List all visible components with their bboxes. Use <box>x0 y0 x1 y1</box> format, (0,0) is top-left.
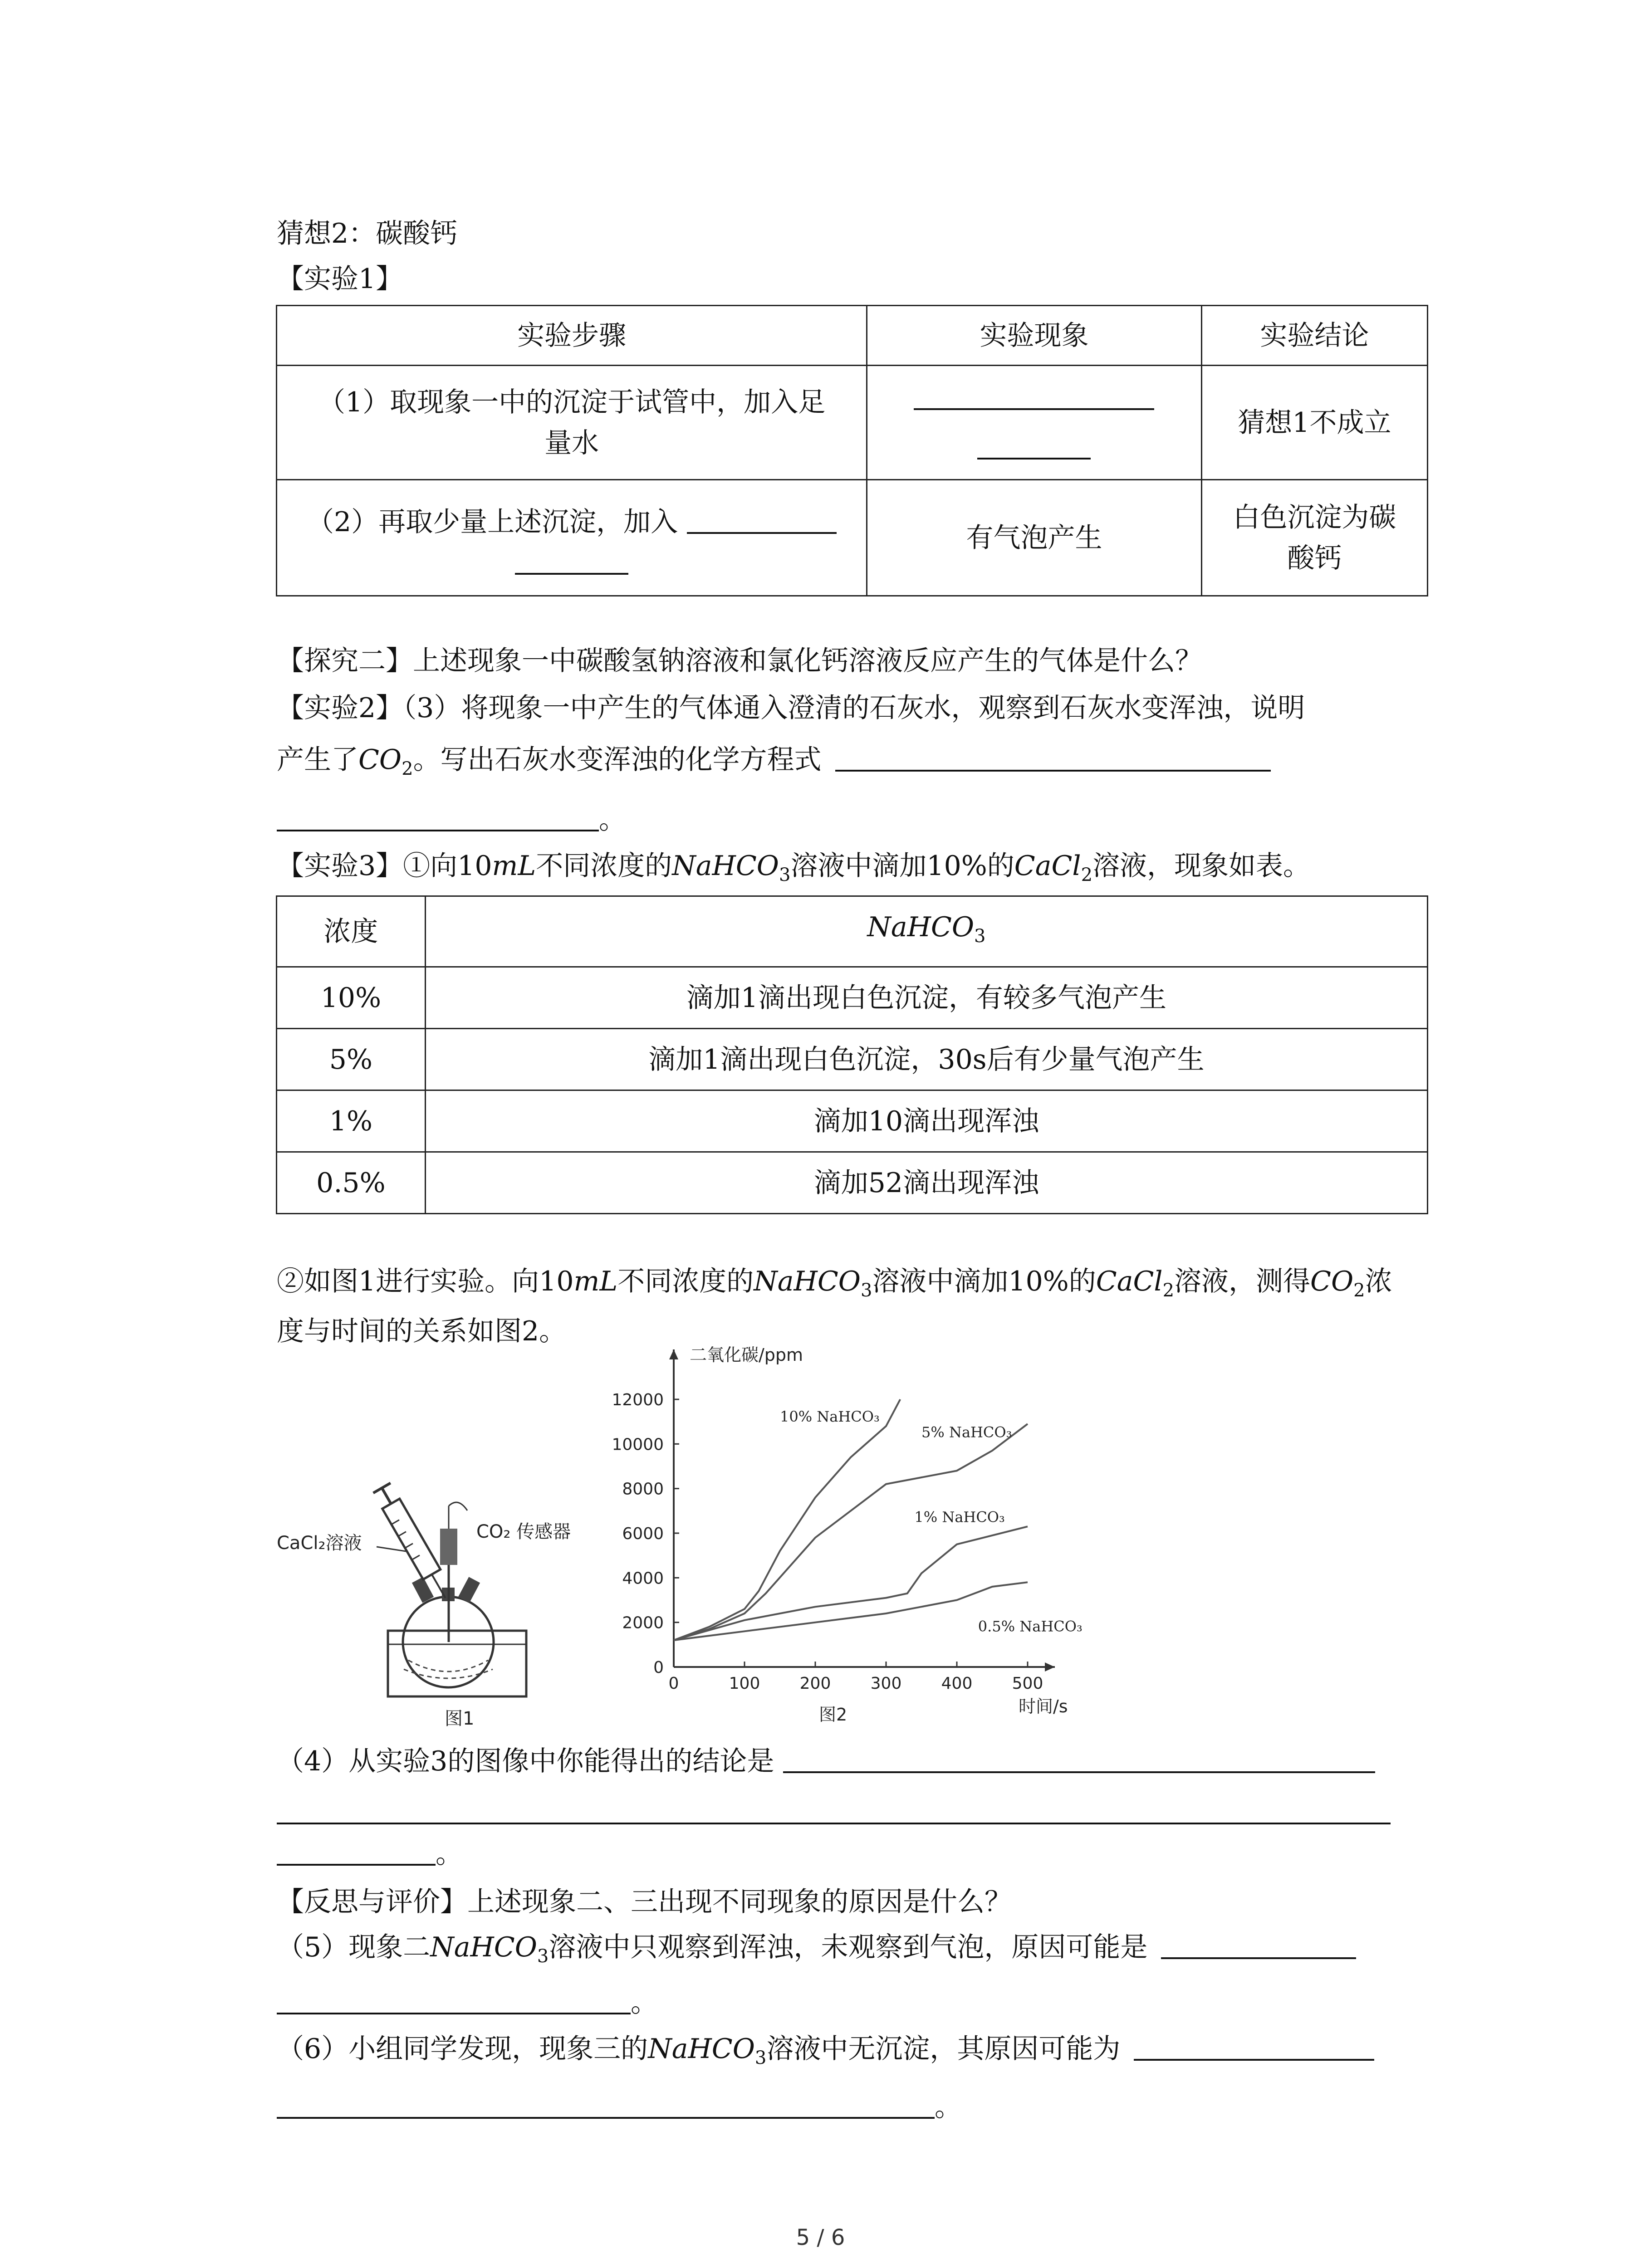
co2-sensor-label: CO₂ 传感器 <box>476 1521 571 1542</box>
experiment-1-table <box>276 305 1428 596</box>
figure-1-caption: 图1 <box>445 1708 475 1729</box>
table1-row2-step <box>277 480 867 596</box>
reflection-title: 【反思与评价】上述现象二、三出现不同现象的原因是什么？ <box>277 1886 1012 1918</box>
q4-answer-blank[interactable] <box>783 1744 1375 1773</box>
y-axis-arrow <box>669 1349 678 1359</box>
experiment-3-table <box>276 895 1428 1214</box>
figure-1-apparatus <box>272 1470 617 1733</box>
q6-answer-blank-2[interactable] <box>277 2090 935 2119</box>
experiment-2-line2: 产生了$CO_2$。写出石灰水变浑浊的化学方程式 <box>277 739 1271 789</box>
table2-conc: 0.5% <box>277 1152 426 1214</box>
table1-row2-conclusion <box>1201 480 1427 596</box>
table1-row2-conclusion-line1: 白色沉淀为碳 <box>1233 501 1396 533</box>
y-tick-label: 0 <box>653 1658 664 1677</box>
table1-row1-phenomenon <box>867 366 1202 480</box>
x-tick-label: 500 <box>1012 1674 1043 1693</box>
table-row <box>277 1152 1428 1214</box>
question-5-end-line: 。 <box>277 1982 658 2023</box>
table1-row2-phenomenon: 有气泡产生 <box>867 480 1202 596</box>
experiment-3-part2-line1: ②如图1进行实验。向10mL不同浓度的NaHCO$_3$溶液中滴加10%的CaCl$_2$溶液，测得$CO_2$浓 <box>277 1266 1392 1301</box>
q6-answer-blank[interactable] <box>1134 2032 1374 2061</box>
table-row <box>277 480 1428 596</box>
equation-answer-blank[interactable] <box>835 743 1271 772</box>
experiment-3-line: 【实验3】①向10mL不同浓度的NaHCO$_3$溶液中滴加10%的CaCl$_2$溶液，现象如表。 <box>277 850 1311 885</box>
experiment-2-line1: 【实验2】（3）将现象一中产生的气体通入澄清的石灰水，观察到石灰水变浑浊，说明 <box>277 692 1305 724</box>
table1-row1-step <box>277 366 867 480</box>
explore-2-question: 【探究二】上述现象一中碳酸氢钠溶液和氯化钙溶液反应产生的气体是什么？ <box>277 645 1202 677</box>
q4-answer-blank-3[interactable] <box>277 1837 436 1866</box>
y-axis-label: 二氧化碳/ppm <box>690 1345 803 1365</box>
table-row <box>277 1090 1428 1152</box>
y-tick-label: 2000 <box>622 1613 664 1633</box>
x-tick-label: 0 <box>668 1674 679 1693</box>
y-tick-label: 8000 <box>622 1480 664 1499</box>
co2-sensor <box>440 1529 457 1565</box>
answer-blank[interactable] <box>515 546 628 575</box>
series-line <box>674 1399 900 1640</box>
equation-answer-blank-2[interactable] <box>277 802 599 831</box>
x-axis-arrow <box>1045 1662 1055 1672</box>
table1-row1-step-line2: 量水 <box>544 427 599 459</box>
question-4-end-line: 。 <box>277 1833 463 1874</box>
guess-2-line: 猜想2：碳酸钙 <box>277 218 458 249</box>
y-tick-label: 6000 <box>622 1525 664 1543</box>
table-row <box>277 366 1428 480</box>
table2-conc: 5% <box>277 1029 426 1090</box>
table-row <box>277 967 1428 1029</box>
table1-header-phenomenon: 实验现象 <box>867 306 1202 366</box>
q5-answer-blank-2[interactable] <box>277 1985 631 2014</box>
table1-header-conclusion: 实验结论 <box>1201 306 1427 366</box>
y-tick-label: 12000 <box>612 1391 664 1409</box>
question-6-end-line: 。 <box>277 2087 962 2127</box>
table1-row2-step-text: （2）再取少量上述沉淀，加入 <box>306 506 678 538</box>
answer-blank[interactable] <box>914 386 1154 410</box>
cacl2-label: CaCl₂溶液 <box>277 1533 362 1554</box>
table2-observation: 滴加1滴出现白色沉淀，30s后有少量气泡产生 <box>425 1029 1427 1090</box>
table2-observation: 滴加1滴出现白色沉淀，有较多气泡产生 <box>425 967 1427 1029</box>
y-tick-label: 10000 <box>612 1435 664 1454</box>
series-label: 10% NaHCO₃ <box>780 1408 880 1426</box>
experiment-2-line3: 。 <box>277 799 626 840</box>
table2-observation: 滴加10滴出现浑浊 <box>425 1090 1427 1152</box>
series-line <box>674 1526 1028 1640</box>
x-tick-label: 300 <box>870 1674 902 1693</box>
table1-header-steps: 实验步骤 <box>277 306 867 366</box>
table2-observation: 滴加52滴出现浑浊 <box>425 1152 1427 1214</box>
series-label: 5% NaHCO₃ <box>921 1423 1012 1441</box>
y-tick-label: 4000 <box>622 1569 664 1588</box>
q5-answer-blank[interactable] <box>1161 1930 1356 1959</box>
table1-row2-step-line1 <box>286 502 857 543</box>
answer-blank[interactable] <box>687 505 837 534</box>
figure-2-caption: 图2 <box>819 1705 847 1725</box>
figure-2-chart <box>599 1345 1098 1728</box>
q4-answer-blank-2[interactable] <box>277 1823 1391 1824</box>
table1-row1-conclusion: 猜想1不成立 <box>1201 366 1427 480</box>
question-5-line: （5）现象二NaHCO$_3$溶液中只观察到浑浊，未观察到气泡，原因可能是 <box>277 1927 1356 1977</box>
x-tick-label: 400 <box>941 1674 973 1693</box>
page-number: 5 / 6 <box>796 2225 845 2250</box>
co2-formula: $CO_2$ <box>358 744 413 779</box>
table1-row1-step-line1: （1）取现象一中的沉淀于试管中，加入足 <box>318 386 826 418</box>
table-row <box>277 1029 1428 1090</box>
question-6-line: （6）小组同学发现，现象三的NaHCO$_3$溶液中无沉淀，其原因可能为 <box>277 2028 1374 2078</box>
table2-header-concentration: 浓度 <box>277 896 426 967</box>
question-4-line: （4）从实验3的图像中你能得出的结论是 <box>277 1741 1375 1782</box>
table2-conc: 10% <box>277 967 426 1029</box>
x-tick-label: 200 <box>799 1674 831 1693</box>
answer-blank[interactable] <box>977 435 1091 459</box>
experiment-3-part2-line2: 度与时间的关系如图2。 <box>277 1315 567 1347</box>
table1-row2-conclusion-line2: 酸钙 <box>1287 542 1342 574</box>
table2-conc: 1% <box>277 1090 426 1152</box>
series-label: 0.5% NaHCO₃ <box>978 1618 1083 1635</box>
x-tick-label: 100 <box>729 1674 760 1693</box>
experiment-1-heading: 【实验1】 <box>277 263 403 295</box>
series-label: 1% NaHCO₃ <box>914 1508 1005 1526</box>
x-axis-label: 时间/s <box>1019 1696 1068 1716</box>
table2-header-nahco3: NaHCO$_3$ <box>425 896 1427 967</box>
series-line <box>674 1582 1028 1640</box>
